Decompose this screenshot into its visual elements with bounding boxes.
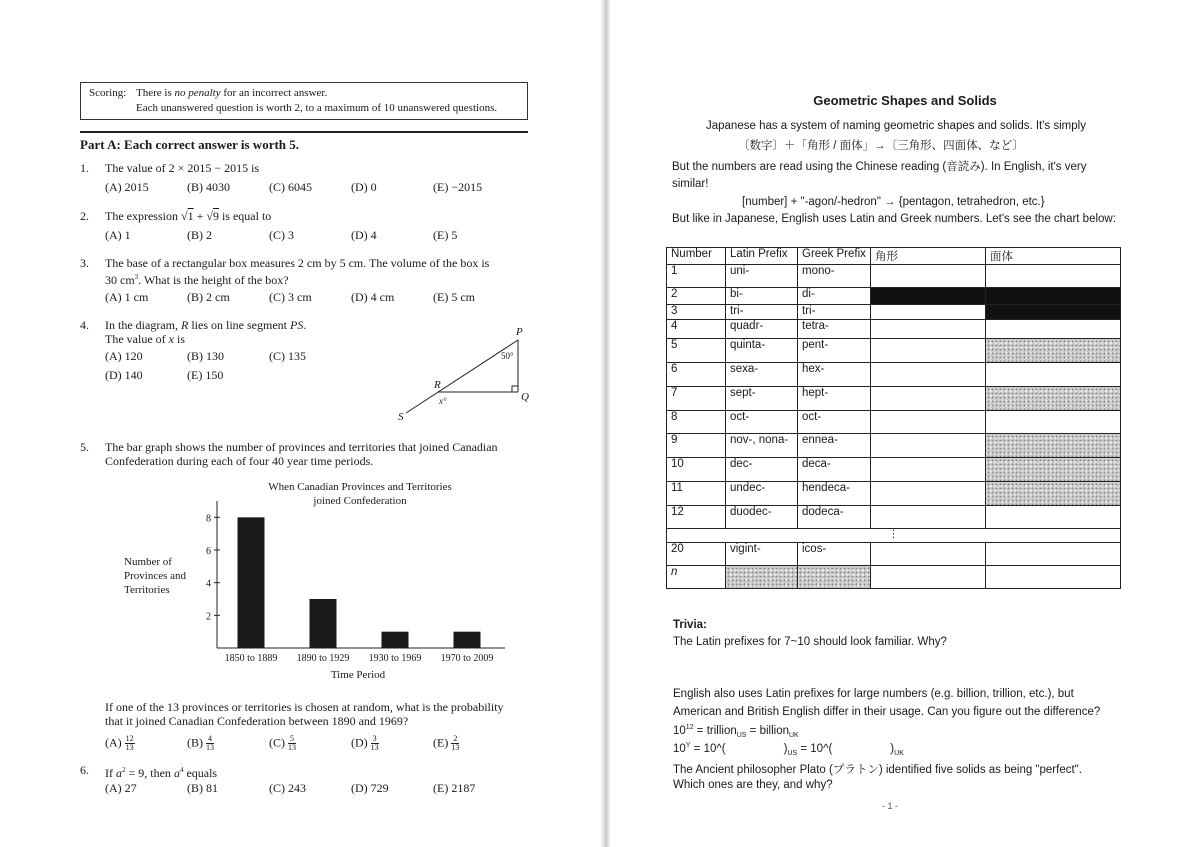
cell-greek: hex-	[798, 363, 871, 387]
cell-latin: dec-	[726, 458, 798, 482]
cell-blank	[871, 458, 986, 482]
q6-option-d: (D) 729	[351, 781, 389, 795]
q6-text-part: equals	[183, 766, 218, 780]
q4-var-r: R	[180, 318, 189, 332]
eq-text: = billion	[746, 724, 789, 737]
y-tick-label: 4	[206, 578, 211, 590]
cell-latin: duodec-	[726, 506, 798, 529]
para-line-1: English also uses Latin prefixes for large numbers (e.g. billion, trillion, etc.), but	[673, 688, 1074, 700]
q6-text-part: If	[105, 766, 116, 780]
q3-option-d: (D) 4 cm	[351, 290, 395, 304]
cell-blank	[871, 482, 986, 506]
q3-number: 3.	[80, 256, 89, 270]
y-tick-label: 8	[206, 513, 211, 525]
cell-latin: nov-, nona-	[726, 434, 798, 458]
intro-line-4: similar!	[672, 178, 709, 190]
fraction-denominator: 13	[451, 743, 460, 752]
q6-var-a: a	[173, 766, 180, 780]
table-row	[667, 458, 1121, 482]
scoring-box	[80, 82, 528, 120]
intro-line-3: But the numbers are read using the Chinese reading (音読み). In English, it's very	[672, 161, 1087, 173]
q4-var-ps: PS	[289, 318, 304, 332]
cell-latin: bi-	[726, 288, 798, 305]
q5-follow-line: If one of the 13 provinces or territories is chosen at random, what is the probability	[105, 700, 504, 714]
q4-text-part: The value of	[105, 332, 169, 346]
cell-blank	[871, 305, 986, 320]
q4-option-a: (A) 120	[105, 349, 143, 363]
q3-superscript: 3	[134, 273, 139, 281]
header-latin: Latin Prefix	[726, 248, 798, 265]
page-number: - 1 -	[882, 801, 899, 811]
cell-greek: mono-	[798, 265, 871, 288]
q5-option-d	[351, 735, 379, 752]
cell-greek: dodeca-	[798, 506, 871, 529]
intro-line-5: [number] + "-agon/-hedron" → {pentagon, tetrahedron, etc.}	[742, 196, 1045, 208]
cell-blank	[871, 265, 986, 288]
cell-blank	[986, 566, 1121, 589]
scoring-line-2: Each unanswered question is worth 2, to a maximum of 10 unanswered questions.	[136, 102, 498, 114]
q5-option-c	[269, 735, 296, 752]
q6-option-b: (B) 81	[187, 781, 218, 795]
cell-number: 6	[667, 363, 726, 387]
scoring-label: Scoring:	[89, 87, 127, 99]
cell-greek: hendeca-	[798, 482, 871, 506]
q1-number: 1.	[80, 161, 89, 175]
q4-text-part: In the diagram,	[105, 318, 181, 332]
fraction-denominator: 13	[288, 743, 296, 752]
label-p: P	[516, 326, 523, 338]
scoring-emphasis: no penalty	[174, 87, 221, 99]
q6-number: 6.	[80, 763, 89, 777]
table-row	[667, 387, 1121, 411]
option-label: (E)	[433, 735, 449, 750]
cell-latin: tri-	[726, 305, 798, 320]
label-s: S	[398, 411, 404, 423]
q1-option-a: (A) 2015	[105, 180, 149, 194]
q3-text	[105, 256, 530, 287]
q1-option-b: (B) 4030	[187, 180, 230, 194]
cell-greek: tri-	[798, 305, 871, 320]
cell-greek: deca-	[798, 458, 871, 482]
table-row	[667, 566, 1121, 589]
cell-shaded	[986, 339, 1121, 363]
q2-number: 2.	[80, 209, 89, 223]
cell-blank	[871, 506, 986, 529]
q1-option-c: (C) 6045	[269, 180, 312, 194]
cell-shaded	[798, 566, 871, 589]
y-tick-label: 2	[206, 611, 211, 623]
y-tick-label: 6	[206, 546, 211, 557]
cell-number: 9	[667, 434, 726, 458]
fraction	[206, 735, 214, 752]
cell-blank	[986, 411, 1121, 434]
q2-text-part: The expression	[105, 209, 181, 223]
q3-text-part: The base of a rectangular box measures 2 cm by 5 cm. The volume of the box is	[105, 256, 490, 270]
q4-option-e: (E) 150	[187, 368, 224, 382]
q1-option-d: (D) 0	[351, 180, 377, 194]
plato-line-1: The Ancient philosopher Plato (プラトン) identified five solids as being "perfect".	[673, 764, 1082, 776]
trivia-heading: Trivia:	[673, 619, 707, 631]
x-axis-label: Time Period	[330, 669, 386, 681]
header-number: Number	[667, 248, 726, 265]
cell-latin: oct-	[726, 411, 798, 434]
fraction-numerator: 5	[290, 734, 294, 743]
cell-shaded	[986, 458, 1121, 482]
q6-exponent: 2	[122, 766, 126, 774]
table-header-row	[667, 248, 1121, 265]
q2-option-b: (B) 2	[187, 228, 212, 242]
chart-plot-area	[206, 501, 505, 664]
eq-text: 10	[673, 742, 686, 755]
bar	[238, 517, 265, 648]
bar	[310, 599, 337, 648]
fraction-numerator: 4	[208, 734, 212, 743]
q4-text-part: is	[173, 332, 185, 346]
fraction-denominator: 13	[206, 743, 214, 752]
fraction	[288, 735, 296, 752]
cell-number: 10	[667, 458, 726, 482]
table-row	[667, 265, 1121, 288]
table-row	[667, 305, 1121, 320]
label-r: R	[434, 379, 441, 391]
chart-title-line-2: joined Confederation	[313, 495, 407, 507]
cell-blacked-out	[986, 288, 1121, 305]
q2-option-d: (D) 4	[351, 228, 377, 242]
equation-line-1	[673, 724, 799, 739]
table-row	[667, 339, 1121, 363]
table-row	[667, 320, 1121, 339]
eq-sub: US	[787, 750, 798, 758]
cell-latin: undec-	[726, 482, 798, 506]
y-axis-label-line-1: Number of	[124, 556, 172, 568]
cell-blank	[986, 320, 1121, 339]
q5-option-a	[105, 735, 135, 752]
q6-exponent: 4	[179, 766, 184, 774]
table-row	[667, 288, 1121, 305]
angle-x-label: x°	[439, 396, 447, 406]
table-row	[667, 506, 1121, 529]
eq-sup: Y	[685, 742, 691, 749]
eq-text: 10	[673, 724, 686, 737]
cell-blank	[871, 363, 986, 387]
triangle-diagram	[380, 320, 540, 430]
cell-latin: sept-	[726, 387, 798, 411]
cell-number: 12	[667, 506, 726, 529]
q5-number: 5.	[80, 440, 89, 454]
table-ellipsis-row	[667, 529, 1121, 543]
worksheet-title: Geometric Shapes and Solids	[813, 93, 997, 108]
y-axis-label-line-2: Provinces and	[124, 570, 187, 582]
eq-text: = 10^(	[690, 742, 726, 755]
q5-follow-line: that it joined Canadian Confederation between 1890 and 1969?	[105, 714, 409, 728]
q2-radicand-2: 9	[212, 209, 219, 223]
q4-var-x: x	[168, 332, 174, 346]
table-row	[667, 411, 1121, 434]
q6-option-c: (C) 243	[269, 781, 306, 795]
eq-text: = 10^(	[797, 742, 833, 755]
fraction	[451, 735, 459, 752]
intro-line-1: Japanese has a system of naming geometric shapes and solids. It's simply	[706, 120, 1086, 132]
chart-title-line-1: When Canadian Provinces and Territories	[268, 481, 452, 493]
cell-number: 20	[667, 543, 726, 566]
fraction	[125, 735, 135, 752]
cell-blacked-out	[986, 305, 1121, 320]
cell-blank	[986, 265, 1121, 288]
cell-greek: tetra-	[798, 320, 871, 339]
cell-number: 3	[667, 305, 726, 320]
cell-number: 2	[667, 288, 726, 305]
q3-option-a: (A) 1 cm	[105, 290, 149, 304]
y-axis-label-line-3: Territories	[124, 584, 170, 596]
eq-sub: US	[736, 732, 747, 740]
option-label: (C)	[269, 735, 285, 750]
table-row	[667, 543, 1121, 566]
eq-text: )	[783, 742, 788, 755]
q6-text-part: = 9, then	[125, 766, 174, 780]
cell-greek: oct-	[798, 411, 871, 434]
x-tick-label: 1850 to 1889	[224, 653, 278, 664]
q4-option-d: (D) 140	[105, 368, 143, 382]
scoring-text: for an incorrect answer.	[220, 87, 328, 99]
bar	[454, 632, 481, 648]
section-rule	[80, 131, 528, 133]
cell-latin: vigint-	[726, 543, 798, 566]
q1-text: The value of 2 × 2015 − 2015 is	[105, 161, 260, 175]
cell-shaded	[986, 482, 1121, 506]
q1-option-e: (E) −2015	[433, 180, 483, 194]
cell-number: 1	[667, 265, 726, 288]
cell-blank	[871, 339, 986, 363]
table-row	[667, 434, 1121, 458]
q5-text	[105, 440, 530, 468]
fraction-denominator: 13	[370, 743, 379, 752]
scoring-line-1	[136, 85, 327, 101]
q5-follow-up	[105, 700, 530, 728]
right-angle-mark	[512, 386, 518, 392]
bar-chart	[110, 476, 520, 686]
x-tick-label: 1930 to 1969	[368, 653, 422, 664]
q4-text-part: .	[303, 318, 307, 332]
cell-blank	[871, 411, 986, 434]
q2-text: The expression √1 + √9 is equal to	[105, 209, 272, 223]
q2-option-c: (C) 3	[269, 228, 294, 242]
angle-50-label: 50°	[501, 351, 514, 361]
fraction	[371, 735, 379, 752]
q6-var-a: a	[116, 766, 122, 780]
q6-text	[105, 763, 530, 780]
trivia-line: The Latin prefixes for 7~10 should look familiar. Why?	[673, 636, 947, 648]
x-tick-label: 1890 to 1929	[296, 653, 350, 664]
cell-ellipsis: ⋮	[667, 529, 1121, 543]
header-kakukei: 角形	[871, 248, 986, 265]
q5-text-line: The bar graph shows the number of provinces and territories that joined Canadian	[105, 440, 498, 454]
page-fold	[600, 0, 610, 847]
prefix-table	[666, 247, 1121, 589]
option-label: (A)	[105, 735, 122, 750]
eq-sub: UK	[894, 750, 904, 758]
table-row	[667, 363, 1121, 387]
q3-option-c: (C) 3 cm	[269, 290, 312, 304]
cell-blacked-out	[871, 288, 986, 305]
cell-number: 7	[667, 387, 726, 411]
header-greek: Greek Prefix	[798, 248, 871, 265]
q3-text-part: . What is the height of the box?	[138, 273, 289, 287]
cell-blank	[986, 543, 1121, 566]
q5-option-b	[187, 735, 214, 752]
q3-text-part: 30 cm	[105, 273, 135, 287]
table-row	[667, 482, 1121, 506]
q2-option-e: (E) 5	[433, 228, 458, 242]
intro-line-2: 〔数字〕＋「角形 / 面体」→〔三角形、四面体、など〕	[738, 140, 1024, 152]
cell-shaded	[986, 387, 1121, 411]
q2-option-a: (A) 1	[105, 228, 131, 242]
q4-number: 4.	[80, 318, 89, 332]
q5-option-e	[433, 735, 459, 752]
cell-latin: quinta-	[726, 339, 798, 363]
q3-option-b: (B) 2 cm	[187, 290, 230, 304]
q6-option-e: (E) 2187	[433, 781, 476, 795]
eq-text: )	[890, 742, 895, 755]
scoring-text: There is	[136, 87, 175, 99]
label-q: Q	[521, 391, 529, 403]
eq-text: = trillion	[693, 724, 737, 737]
equation-line-2	[673, 742, 904, 757]
intro-line-6: But like in Japanese, English uses Latin and Greek numbers. Let's see the chart below:	[672, 213, 1116, 225]
cell-number: n	[667, 566, 726, 589]
eq-sub: UK	[789, 732, 799, 740]
q3-option-e: (E) 5 cm	[433, 290, 475, 304]
cell-greek: hept-	[798, 387, 871, 411]
cell-blank	[986, 363, 1121, 387]
q4-option-b: (B) 130	[187, 349, 224, 363]
cell-greek: di-	[798, 288, 871, 305]
q2-radicand-1: 1	[187, 209, 194, 223]
cell-blank	[871, 320, 986, 339]
cell-shaded	[726, 566, 798, 589]
eq-sup: 12	[685, 724, 694, 731]
fraction-numerator: 2	[453, 734, 458, 743]
cell-latin: uni-	[726, 265, 798, 288]
header-mentai: 面体	[986, 248, 1121, 265]
plato-line-2: Which ones are they, and why?	[673, 779, 833, 791]
q2-plus: +	[193, 209, 207, 223]
cell-blank	[871, 566, 986, 589]
q4-option-c: (C) 135	[269, 349, 306, 363]
part-a-heading: Part A: Each correct answer is worth 5.	[80, 137, 300, 152]
cell-blank	[986, 506, 1121, 529]
cell-blank	[871, 543, 986, 566]
cell-greek: ennea-	[798, 434, 871, 458]
cell-latin: sexa-	[726, 363, 798, 387]
fraction-numerator: 3	[372, 734, 377, 743]
fraction-numerator: 12	[125, 734, 134, 743]
fraction-denominator: 13	[125, 743, 134, 752]
para-line-2: American and British English differ in their usage. Can you figure out the difference?	[673, 706, 1101, 718]
cell-blank	[871, 434, 986, 458]
bar	[382, 632, 409, 648]
cell-greek: icos-	[798, 543, 871, 566]
cell-number: 4	[667, 320, 726, 339]
q2-text-part: is equal to	[218, 209, 272, 223]
cell-number: 5	[667, 339, 726, 363]
cell-greek: pent-	[798, 339, 871, 363]
option-label: (B)	[187, 735, 203, 750]
cell-number: 11	[667, 482, 726, 506]
q5-text-line: Confederation during each of four 40 year time periods.	[105, 454, 374, 468]
cell-number: 8	[667, 411, 726, 434]
cell-shaded	[986, 434, 1121, 458]
option-label: (D)	[351, 735, 368, 750]
q6-option-a: (A) 27	[105, 781, 137, 795]
q4-text-part: lies on line segment	[188, 318, 290, 332]
cell-blank	[871, 387, 986, 411]
x-tick-label: 1970 to 2009	[440, 653, 494, 664]
cell-latin: quadr-	[726, 320, 798, 339]
